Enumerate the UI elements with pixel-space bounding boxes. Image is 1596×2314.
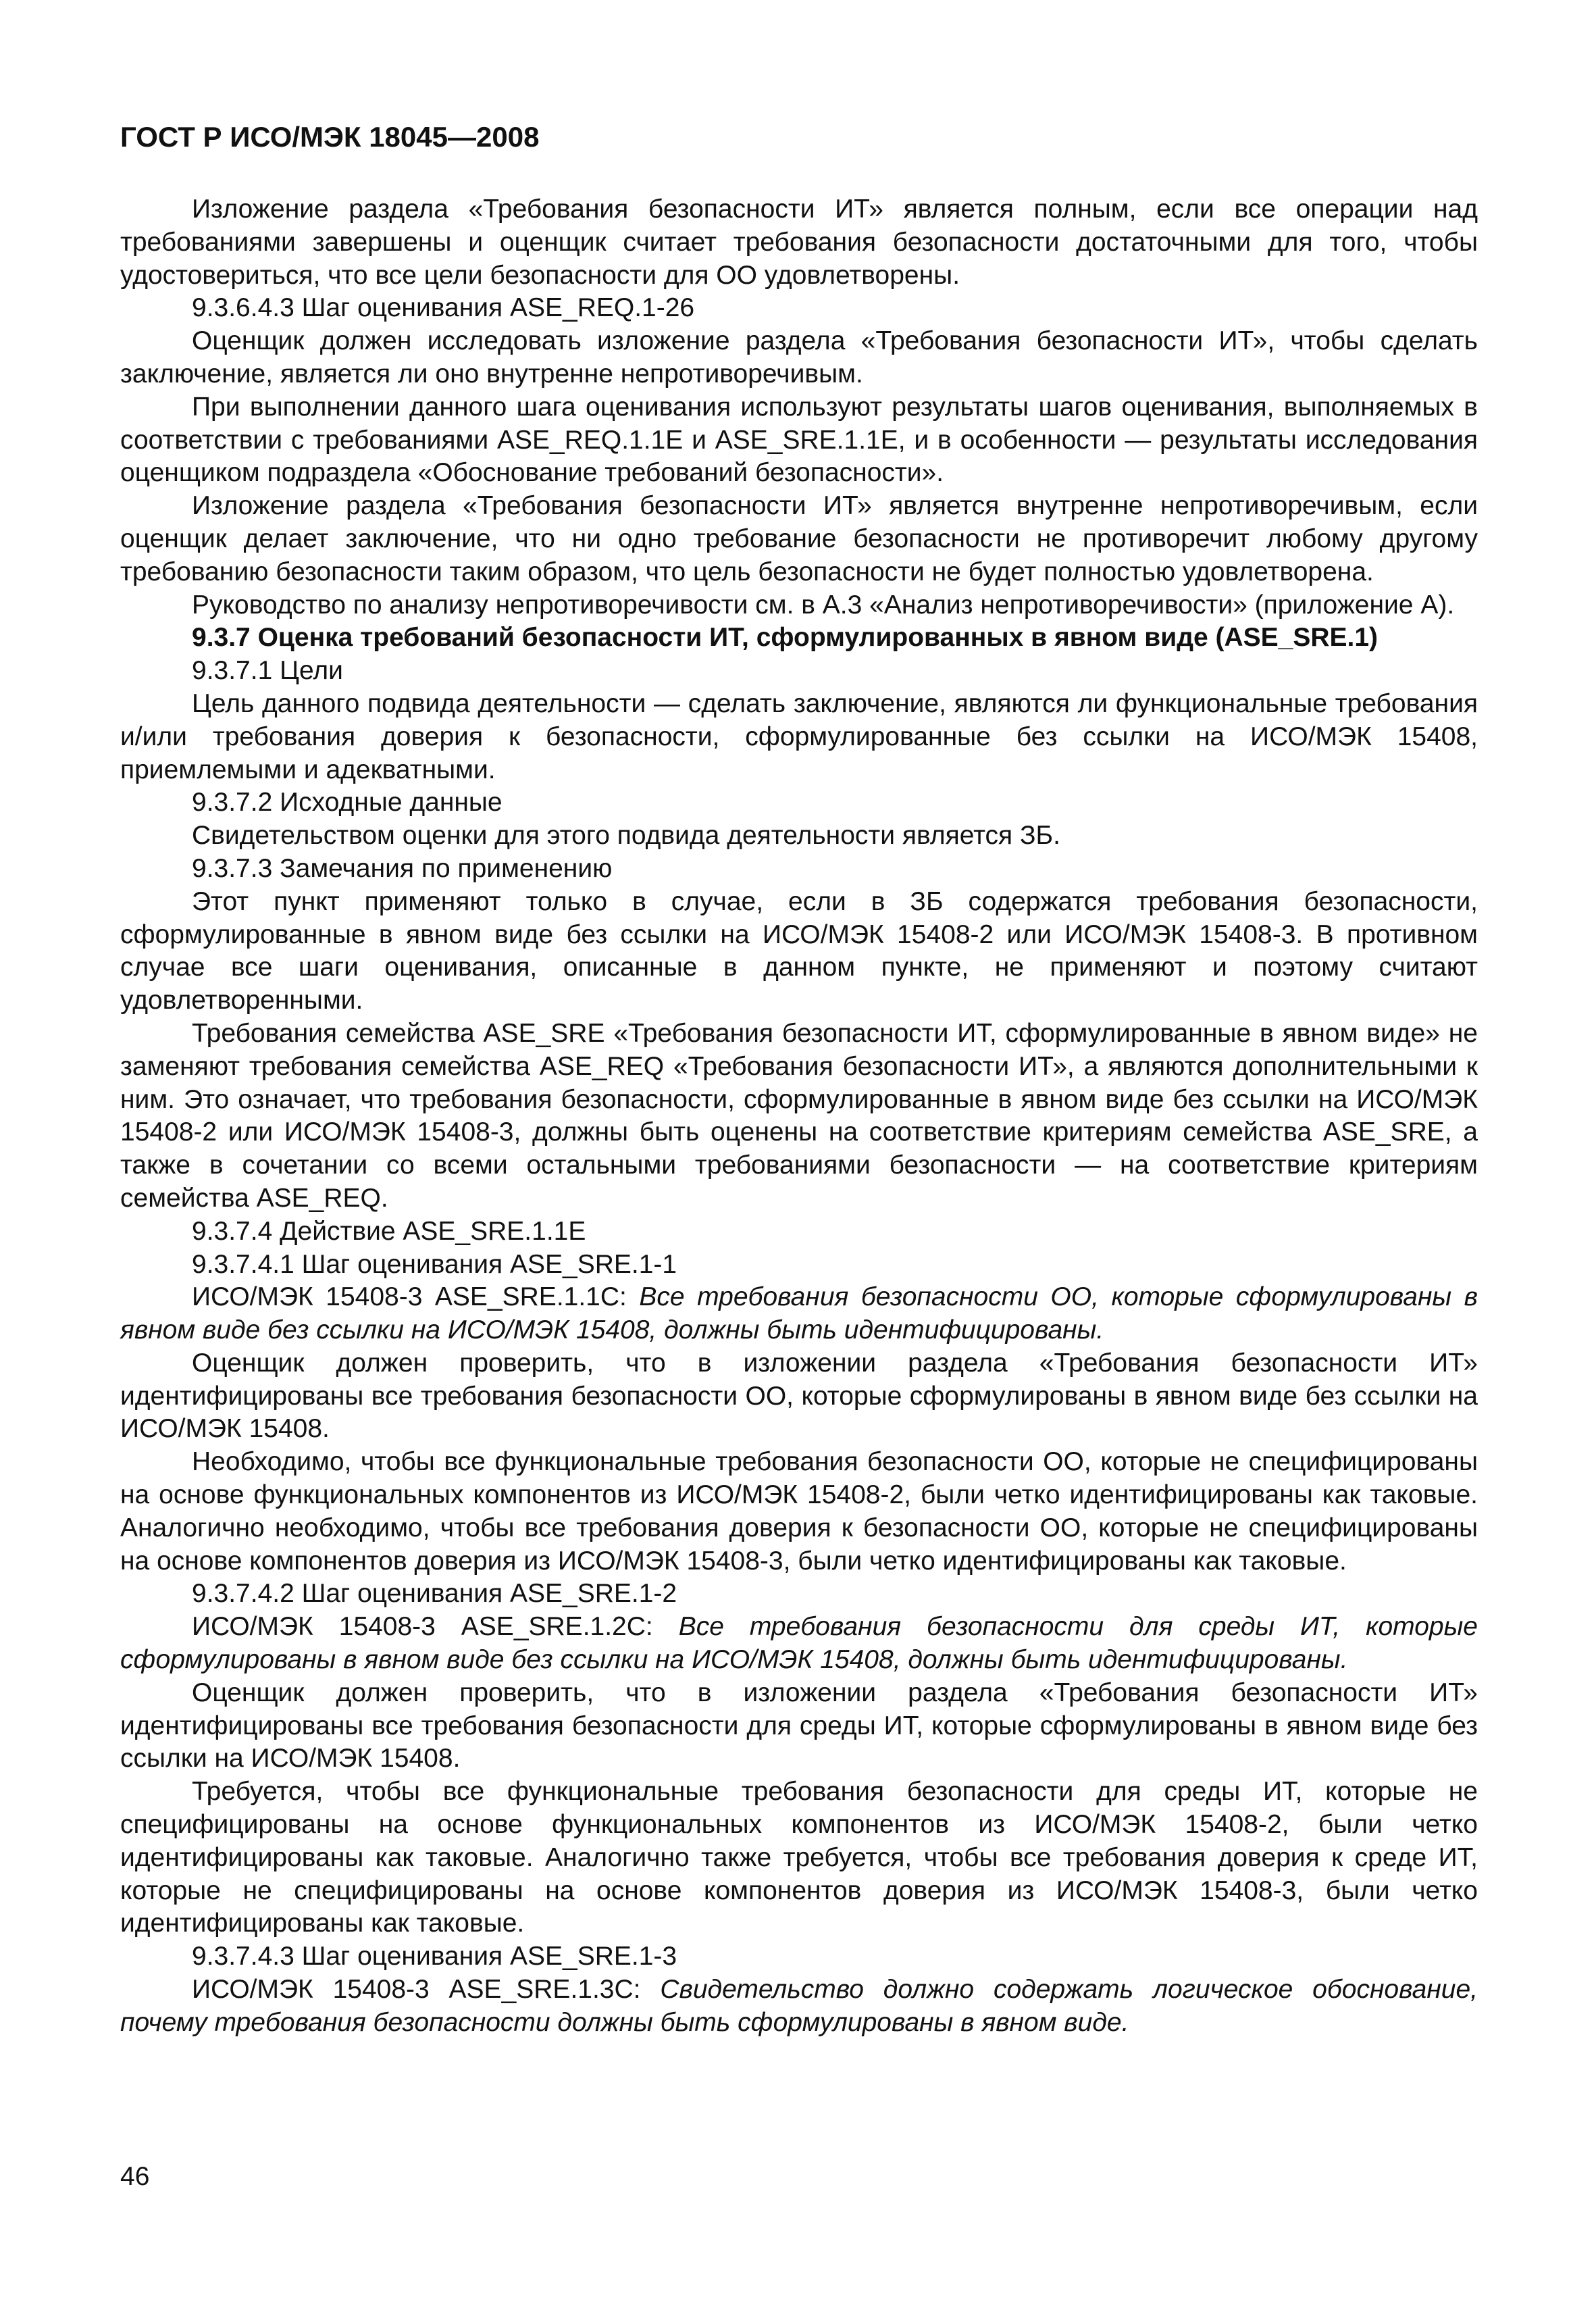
criterion-text: Свидетельство должно содержать логическое обоснование, почему требования безопасности должны быть сформулированы в явном виде. xyxy=(120,1975,1478,2037)
subsection-heading: 9.3.7.4 Действие ASE_SRE.1.1E xyxy=(192,1216,586,1246)
paragraph: Требуется, чтобы все функциональные требования безопасности для среды ИТ, которые не специфицированы на основе функциональных компонентов из ИСО/МЭК 15408-2, были четко идентифицированы как таковые. Аналогично также требуется, чтобы все требования доверия к среде ИТ, которые не специфицированы на основе компонентов доверия из ИСО/МЭК 15408-3, были четко идентифицированы как таковые. xyxy=(120,1777,1478,1938)
criterion-text: Все требования безопасности ОО, которые сформулированы в явном виде без ссылки на ИСО/МЭК 15408, должны быть идентифицированы. xyxy=(120,1282,1478,1345)
step-heading: 9.3.7.4.2 Шаг оценивания ASE_SRE.1-2 xyxy=(192,1579,677,1609)
paragraph: Изложение раздела «Требования безопасности ИТ» является внутренне непротиворечивым, если оценщик делает заключение, что ни одно требование безопасности не противоречит любому другому требованию безопасности таким образом, что цель безопасности не будет полностью удовлетворена. xyxy=(120,491,1478,586)
paragraph: Свидетельством оценки для этого подвида деятельности является ЗБ. xyxy=(192,821,1060,851)
step-heading: 9.3.6.4.3 Шаг оценивания ASE_REQ.1-26 xyxy=(192,293,695,323)
paragraph: При выполнении данного шага оценивания используют результаты шагов оценивания, выполняемых в соответствии с требованиями ASE_REQ.1.1E и ASE_SRE.1.1E, и в особенности — результаты исследования оценщиком подраздела «Обоснование требований безопасности». xyxy=(120,392,1478,488)
paragraph: Оценщик должен проверить, что в изложении раздела «Требования безопасности ИТ» идентифицированы все требования безопасности для среды ИТ, которые сформулированы в явном виде без ссылки на ИСО/МЭК 15408. xyxy=(120,1678,1478,1774)
step-heading: 9.3.7.4.3 Шаг оценивания ASE_SRE.1-3 xyxy=(192,1942,677,1971)
paragraph: Требования семейства ASE_SRE «Требования безопасности ИТ, сформулированные в явном виде» не заменяют требования семейства ASE_REQ «Требования безопасности ИТ», а являются дополнительными к ним. Это означает, что требования безопасности, сформулированные в явном виде без ссылки на ИСО/МЭК 15408-2 или ИСО/МЭК 15408-3, должны быть оценены на соответствие критериям семейства ASE_SRE, а также в сочетании со всеми остальными требованиями безопасности — на соответствие критериям семейства ASE_REQ. xyxy=(120,1018,1478,1213)
paragraph: Руководство по анализу непротиворечивости см. в А.3 «Анализ непротиворечивости» (приложение А). xyxy=(192,590,1455,620)
section-heading: 9.3.7 Оценка требований безопасности ИТ, сформулированных в явном виде (ASE_SRE.1) xyxy=(192,623,1379,653)
paragraph: Изложение раздела «Требования безопасности ИТ» является полным, если все операции над требованиями завершены и оценщик считает требования безопасности достаточными для того, чтобы удостовериться, что все цели безопасности для ОО удовлетворены. xyxy=(120,195,1478,290)
paragraph: Оценщик должен исследовать изложение раздела «Требования безопасности ИТ», чтобы сделать заключение, является ли оно внутренне непротиворечивым. xyxy=(120,326,1478,388)
subsection-heading: 9.3.7.2 Исходные данные xyxy=(192,788,503,818)
criterion-paragraph: ИСО/МЭК 15408-3 ASE_SRE.1.2C: Все требования безопасности для среды ИТ, которые сформулированы в явном виде без ссылки на ИСО/МЭК 15408, должны быть идентифицированы. xyxy=(120,1612,1478,1675)
paragraph: Необходимо, чтобы все функциональные требования безопасности ОО, которые не специфицированы на основе функциональных компонентов из ИСО/МЭК 15408-2, были четко идентифицированы как таковые. Аналогично необходимо, чтобы все требования доверия к безопасности ОО, которые не специфицированы на основе компонентов доверия из ИСО/МЭК 15408-3, были четко идентифицированы как таковые. xyxy=(120,1447,1478,1576)
paragraph: Цель данного подвида деятельности — сделать заключение, являются ли функциональные требования и/или требования доверия к безопасности, сформулированные без ссылки на ИСО/МЭК 15408, приемлемыми и адекватными. xyxy=(120,688,1478,784)
paragraph: Оценщик должен проверить, что в изложении раздела «Требования безопасности ИТ» идентифицированы все требования безопасности ОО, которые сформулированы в явном виде без ссылки на ИСО/МЭК 15408. xyxy=(120,1348,1478,1444)
document-body xyxy=(120,193,1478,2040)
subsection-heading: 9.3.7.3 Замечания по применению xyxy=(192,853,613,883)
standard-header: ГОСТ Р ИСО/МЭК 18045—2008 xyxy=(120,121,540,153)
page-number: 46 xyxy=(120,2162,150,2191)
subsection-heading: 9.3.7.1 Цели xyxy=(192,656,343,686)
criterion-paragraph: ИСО/МЭК 15408-3 ASE_SRE.1.1C: Все требования безопасности ОО, которые сформулированы в явном виде без ссылки на ИСО/МЭК 15408, должны быть идентифицированы. xyxy=(120,1282,1478,1345)
criterion-paragraph: ИСО/МЭК 15408-3 ASE_SRE.1.3C: Свидетельство должно содержать логическое обоснование, почему требования безопасности должны быть сформулированы в явном виде. xyxy=(120,1975,1478,2037)
criterion-text: Все требования безопасности для среды ИТ, которые сформулированы в явном виде без ссылки на ИСО/МЭК 15408, должны быть идентифицированы. xyxy=(120,1612,1478,1675)
paragraph: Этот пункт применяют только в случае, если в ЗБ содержатся требования безопасности, сформулированные в явном виде без ссылки на ИСО/МЭК 15408-2 или ИСО/МЭК 15408-3. В противном случае все шаги оценивания, описанные в данном пункте, не применяют и поэтому считают удовлетворенными. xyxy=(120,886,1478,1015)
step-heading: 9.3.7.4.1 Шаг оценивания ASE_SRE.1-1 xyxy=(192,1249,677,1279)
